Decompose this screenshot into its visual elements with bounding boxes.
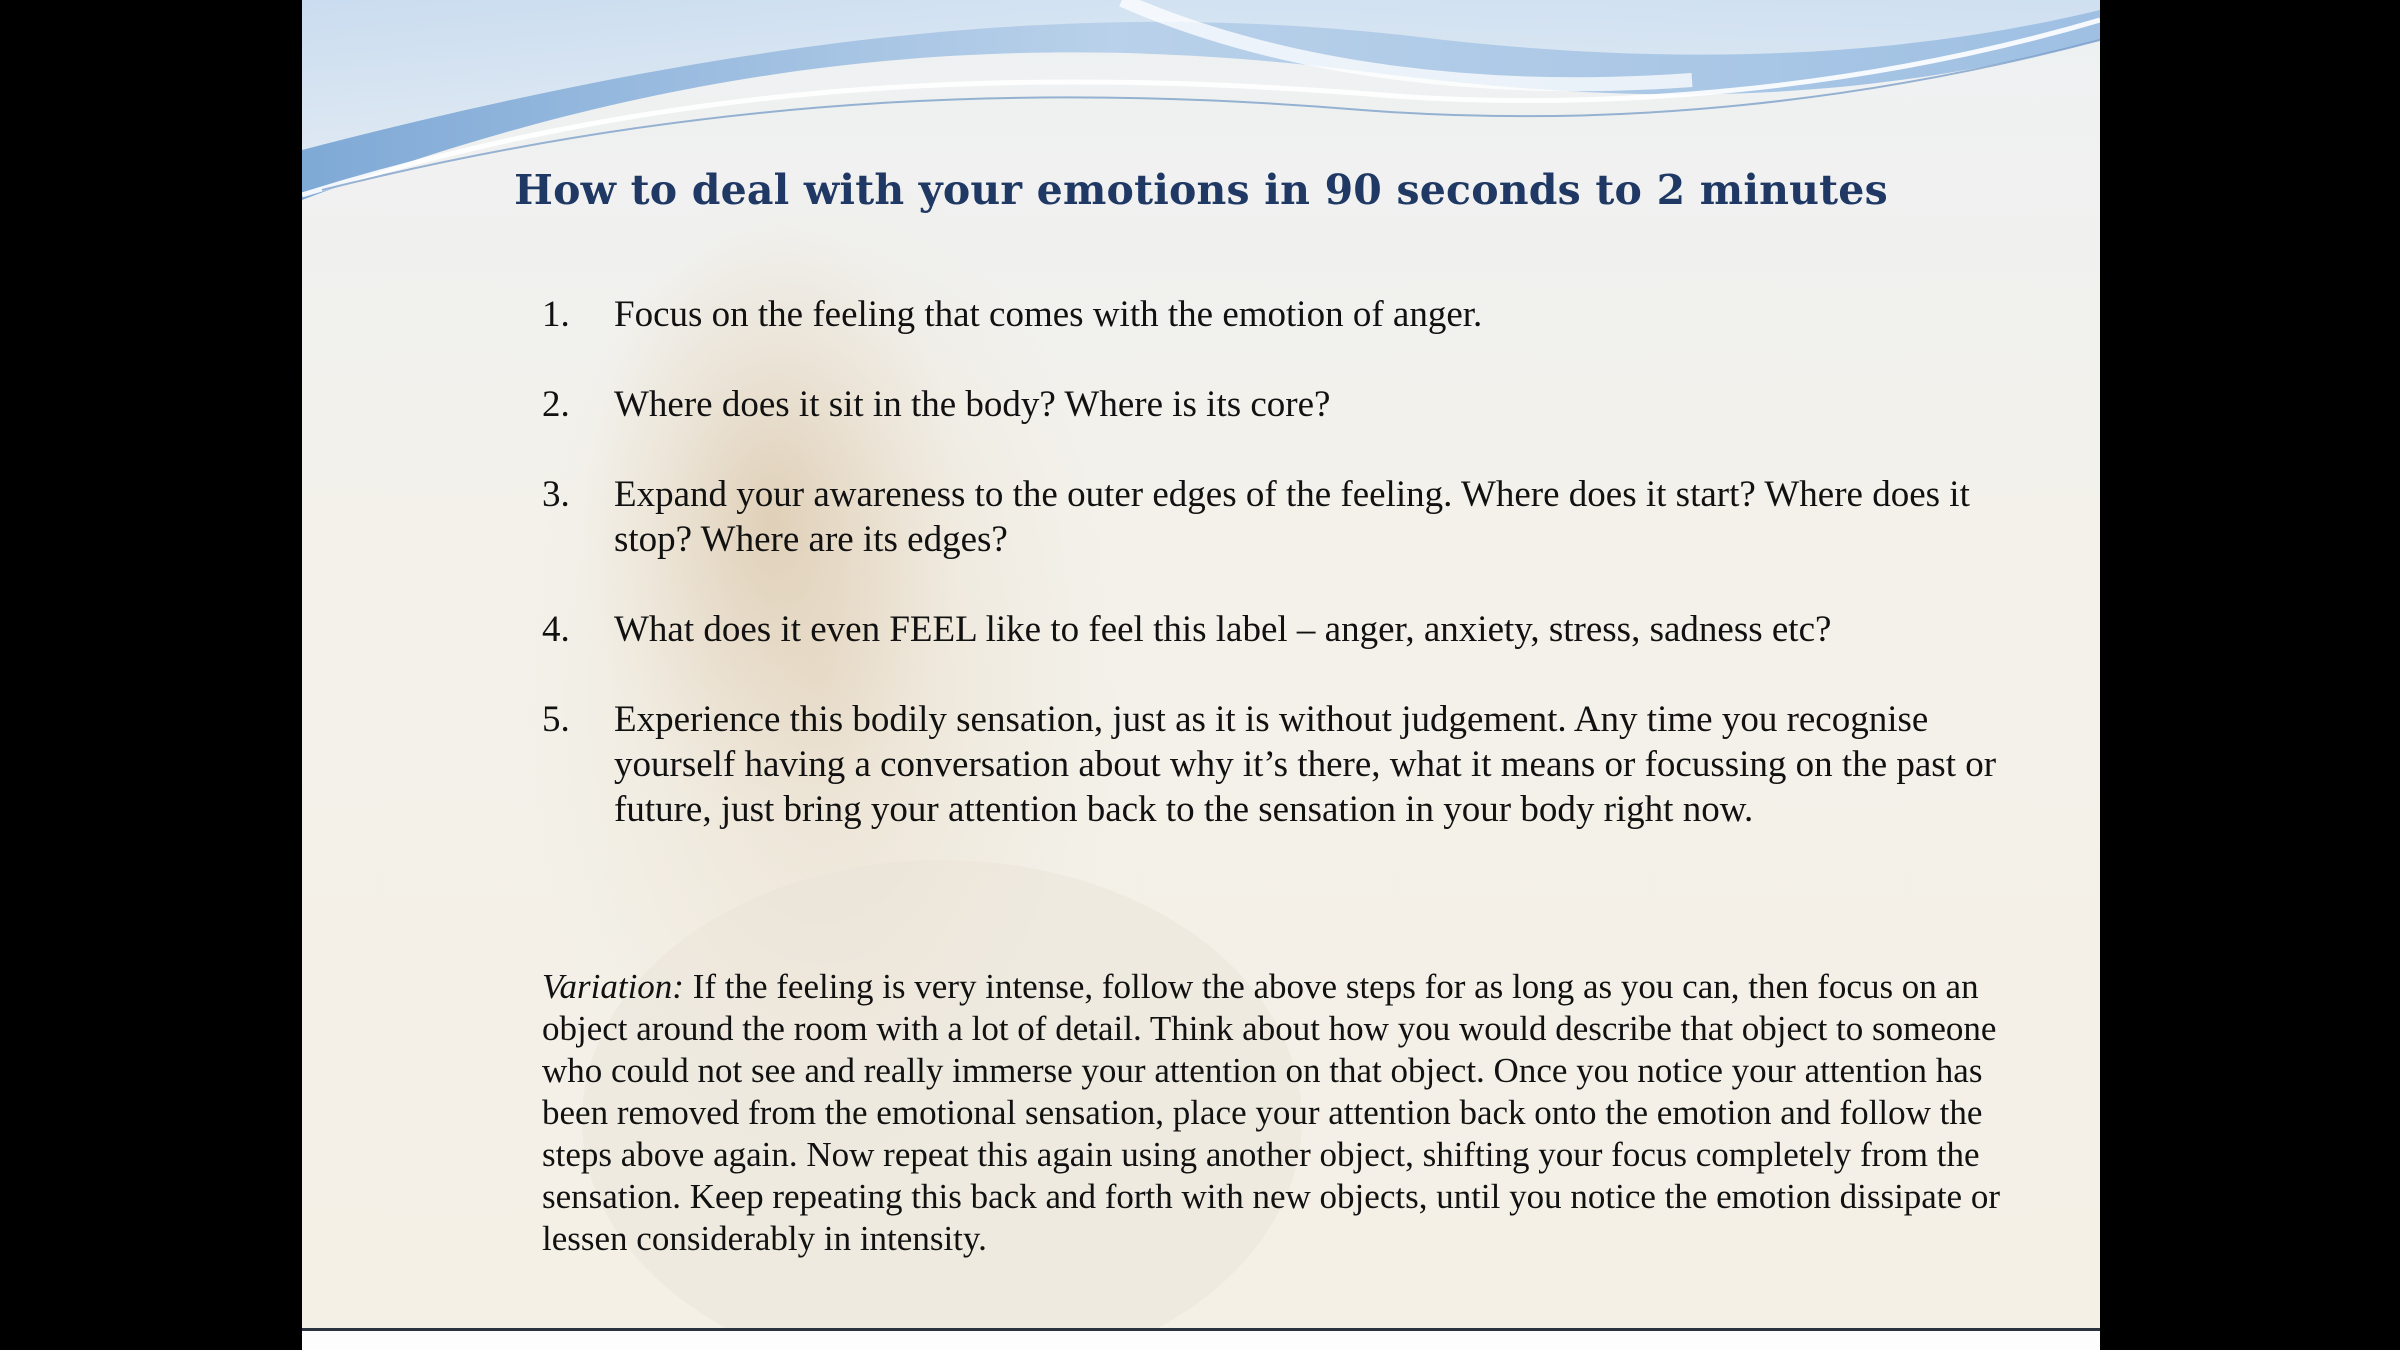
step-text: Experience this bodily sensation, just as it is without judgement. Any time you recognise yourself having a conversation about why it’s there, what it means or focussing on the past or future, just bring your attention back to the sensation in your body right now. [614,699,1997,830]
step-number: 5. [542,699,570,740]
step-number: 3. [542,474,570,515]
slide-bottom-edge [302,1328,2100,1350]
step-item [542,697,2022,832]
step-text: Expand your awareness to the outer edges of the feeling. Where does it start? Where does it stop? Where are its edges? [614,474,1970,560]
slide-title: How to deal with your emotions in 90 seconds to 2 minutes [514,166,1888,214]
step-text: Focus on the feeling that comes with the emotion of anger. [614,294,1483,335]
step-number: 4. [542,609,570,650]
step-text: Where does it sit in the body? Where is its core? [614,384,1331,425]
step-number: 1. [542,294,570,335]
step-item [542,292,2022,337]
steps-list [542,292,2022,877]
step-text: What does it even FEEL like to feel this label – anger, anxiety, stress, sadness etc? [614,609,1832,650]
step-number: 2. [542,384,570,425]
variation-paragraph [542,966,2022,1260]
slide [302,0,2100,1328]
step-item [542,607,2022,652]
variation-text: If the feeling is very intense, follow the above steps for as long as you can, then focus on an object around the room with a lot of detail. Think about how you would describe that object to someone who could not see and really immerse your attention on that object. Once you notice your attention has been removed from the emotional sensation, place your attention back onto the emotion and follow the steps above again. Now repeat this again using another object, shifting your focus completely from the sensation. Keep repeating this back and forth with new objects, until you notice the emotion dissipate or lessen considerably in intensity. [542,967,2000,1258]
variation-label: Variation: [542,967,684,1006]
step-item [542,382,2022,427]
step-item [542,472,2022,562]
